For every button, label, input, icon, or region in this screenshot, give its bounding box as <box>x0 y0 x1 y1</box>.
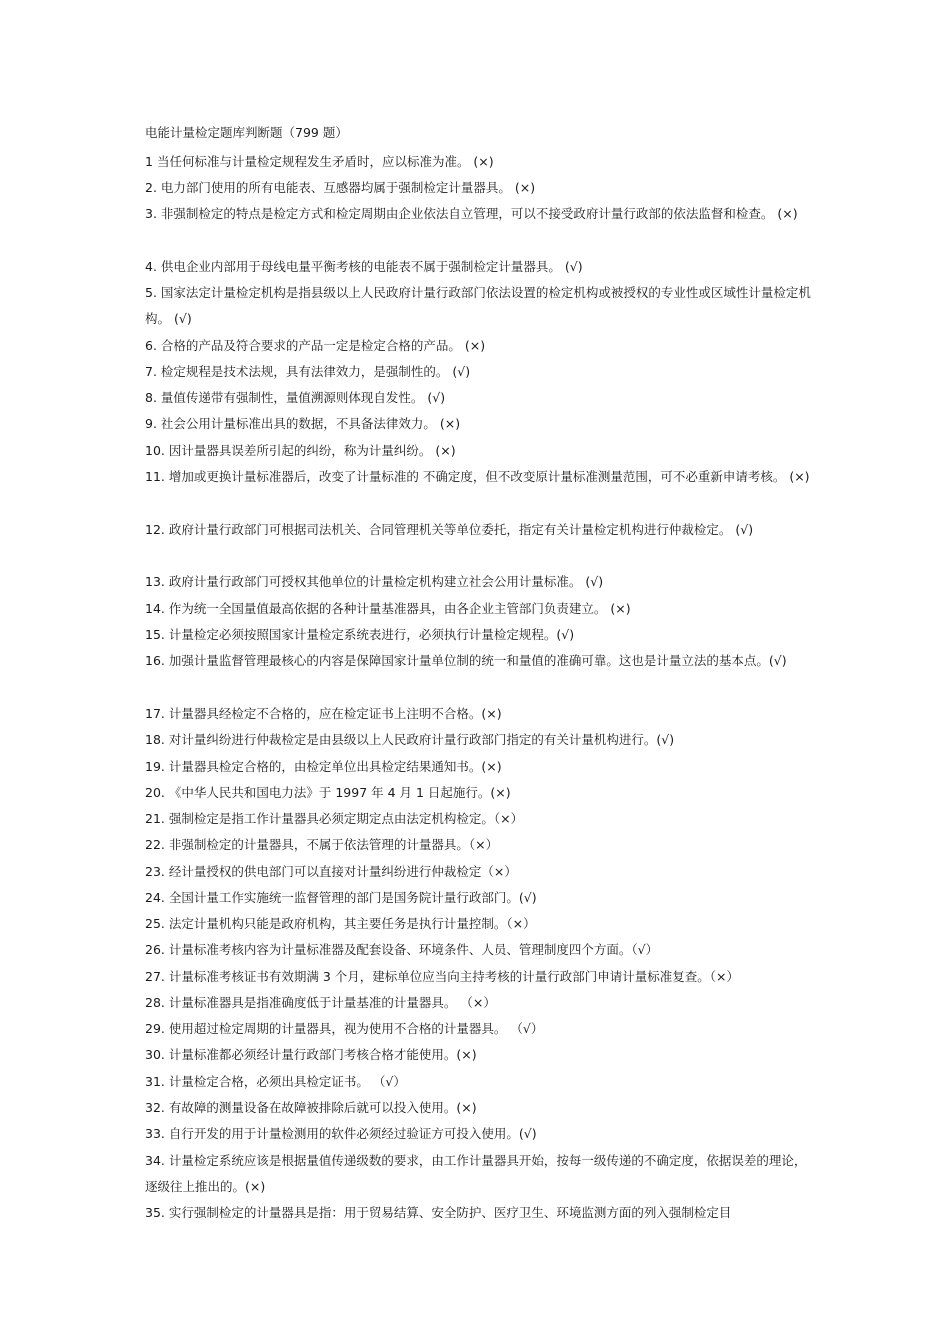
question-item <box>145 1095 813 1121</box>
question-text: 法定计量机构只能是政府机构，其主要任务是执行计量控制。（×） <box>168 916 536 931</box>
question-text: 增加或更换计量标准器后，改变了计量标准的 不确定度，但不改变原计量标准测量范围，可不必重新申请考核。 (×) <box>168 469 810 484</box>
question-item <box>145 806 813 832</box>
question-text: 计量标准器具是指准确度低于计量基准的计量器具。 （×） <box>168 995 496 1010</box>
question-item <box>145 885 813 911</box>
question-number: 31. <box>145 1074 165 1089</box>
question-number: 8. <box>145 390 157 405</box>
question-number: 16. <box>145 653 165 668</box>
question-item <box>145 780 813 806</box>
question-number: 13. <box>145 574 165 589</box>
question-item <box>145 280 813 332</box>
question-text: 计量标准都必须经计量行政部门考核合格才能使用。(×) <box>168 1047 477 1062</box>
question-text: 计量器具经检定不合格的，应在检定证书上注明不合格。(×) <box>168 706 502 721</box>
question-number: 25. <box>145 916 165 931</box>
question-number: 11. <box>145 469 165 484</box>
question-text: 经计量授权的供电部门可以直接对计量纠纷进行仲裁检定（×） <box>168 864 517 879</box>
question-item <box>145 385 813 411</box>
question-item <box>145 1121 813 1147</box>
question-text: 计量检定必须按照国家计量检定系统表进行，必须执行计量检定规程。(√) <box>168 627 575 642</box>
question-text: 非强制检定的计量器具，不属于依法管理的计量器具。（×） <box>168 837 499 852</box>
question-number: 26. <box>145 942 165 957</box>
question-text: 社会公用计量标准出具的数据，不具备法律效力。 (×) <box>160 416 461 431</box>
question-text: 合格的产品及符合要求的产品一定是检定合格的产品。 (×) <box>160 338 486 353</box>
question-number: 21. <box>145 811 165 826</box>
question-item <box>145 937 813 963</box>
question-number: 19. <box>145 759 165 774</box>
question-text: 电力部门使用的所有电能表、互感器均属于强制检定计量器具。 (×) <box>160 180 536 195</box>
question-number: 2. <box>145 180 157 195</box>
question-item <box>145 701 813 727</box>
question-item <box>145 333 813 359</box>
question-text: 计量检定系统应该是根据量值传递级数的要求，由工作计量器具开始，按每一级传递的不确定度，依据误差的理论，逐级往上推出的。(×) <box>145 1153 807 1194</box>
question-number: 17. <box>145 706 165 721</box>
question-item <box>145 622 813 648</box>
question-text: 计量器具检定合格的，由检定单位出具检定结果通知书。(×) <box>168 759 502 774</box>
question-number: 27. <box>145 969 165 984</box>
question-text: 非强制检定的特点是检定方式和检定周期由企业依法自立管理，可以不接受政府计量行政部的依法监督和检查。 (×) <box>160 206 798 221</box>
question-item <box>145 1200 813 1226</box>
question-number: 22. <box>145 837 165 852</box>
question-number: 9. <box>145 416 157 431</box>
question-text: 全国计量工作实施统一监督管理的部门是国务院计量行政部门。(√) <box>168 890 537 905</box>
question-item <box>145 411 813 437</box>
question-item <box>145 596 813 622</box>
question-item <box>145 359 813 385</box>
question-item <box>145 832 813 858</box>
question-text: 计量标准考核证书有效期满 3 个月，建标单位应当向主持考核的计量行政部门申请计量标准复查。（×） <box>168 969 740 984</box>
question-text: 《中华人民共和国电力法》于 1997 年 4 月 1 日起施行。(×) <box>168 785 511 800</box>
question-number: 18. <box>145 732 165 747</box>
question-number: 20. <box>145 785 165 800</box>
question-text: 对计量纠纷进行仲裁检定是由县级以上人民政府计量行政部门指定的有关计量机构进行。(√) <box>168 732 675 747</box>
question-item <box>145 727 813 753</box>
question-number: 7. <box>145 364 157 379</box>
question-text: 检定规程是技术法规，具有法律效力，是强制性的。 (√) <box>160 364 471 379</box>
question-number: 33. <box>145 1126 165 1141</box>
question-number: 30. <box>145 1047 165 1062</box>
question-text: 作为统一全国量值最高依据的各种计量基准器具，由各企业主管部门负责建立。 (×) <box>168 601 631 616</box>
question-text: 计量检定合格，必须出具检定证书。 （√） <box>168 1074 406 1089</box>
question-number: 24. <box>145 890 165 905</box>
question-number: 3. <box>145 206 157 221</box>
question-item <box>145 911 813 937</box>
question-text: 政府计量行政部门可授权其他单位的计量检定机构建立社会公用计量标准。 (√) <box>168 574 604 589</box>
question-number: 29. <box>145 1021 165 1036</box>
question-item <box>145 438 813 464</box>
question-number: 23. <box>145 864 165 879</box>
question-number: 12. <box>145 522 165 537</box>
question-text: 强制检定是指工作计量器具必须定期定点由法定机构检定。（×） <box>168 811 524 826</box>
question-text: 加强计量监督管理最核心的内容是保障国家计量单位制的统一和量值的准确可靠。这也是计量立法的基本点。(√) <box>168 653 787 668</box>
question-text: 计量标准考核内容为计量标准器及配套设备、环境条件、人员、管理制度四个方面。（√） <box>168 942 659 957</box>
question-number: 1 <box>145 154 153 169</box>
question-number: 32. <box>145 1100 165 1115</box>
question-item <box>145 859 813 885</box>
question-item <box>145 254 813 280</box>
question-text: 国家法定计量检定机构是指县级以上人民政府计量行政部门依法设置的检定机构或被授权的专业性或区域性计量检定机构。 (√) <box>145 285 811 326</box>
question-item <box>145 990 813 1016</box>
question-item <box>145 517 813 543</box>
document-title: 电能计量检定题库判断题（799 题） <box>145 125 348 140</box>
question-number: 4. <box>145 259 157 274</box>
question-text: 使用超过检定周期的计量器具，视为使用不合格的计量器具。 （√） <box>168 1021 544 1036</box>
question-text: 当任何标准与计量检定规程发生矛盾时，应以标准为准。 (×) <box>156 154 494 169</box>
question-item <box>145 648 813 674</box>
question-text: 有故障的测量设备在故障被排除后就可以投入使用。(×) <box>168 1100 477 1115</box>
question-item <box>145 201 813 227</box>
question-number: 14. <box>145 601 165 616</box>
question-text: 实行强制检定的计量器具是指：用于贸易结算、安全防护、医疗卫生、环境监测方面的列入强制检定目 <box>168 1205 732 1220</box>
question-number: 34. <box>145 1153 165 1168</box>
question-text: 自行开发的用于计量检测用的软件必须经过验证方可投入使用。(√) <box>168 1126 537 1141</box>
question-text: 量值传递带有强制性，量值溯源则体现自发性。 (√) <box>160 390 446 405</box>
question-item <box>145 175 813 201</box>
question-item <box>145 1148 813 1200</box>
question-item <box>145 1042 813 1068</box>
question-number: 6. <box>145 338 157 353</box>
question-number: 10. <box>145 443 165 458</box>
question-number: 15. <box>145 627 165 642</box>
question-number: 28. <box>145 995 165 1010</box>
question-text: 供电企业内部用于母线电量平衡考核的电能表不属于强制检定计量器具。 (√) <box>160 259 583 274</box>
question-number: 35. <box>145 1205 165 1220</box>
question-item <box>145 754 813 780</box>
question-item <box>145 1069 813 1095</box>
question-text: 政府计量行政部门可根据司法机关、合同管理机关等单位委托，指定有关计量检定机构进行仲裁检定。 (√) <box>168 522 754 537</box>
question-item <box>145 569 813 595</box>
question-item <box>145 1016 813 1042</box>
question-number: 5. <box>145 285 157 300</box>
question-item <box>145 464 813 490</box>
question-text: 因计量器具误差所引起的纠纷，称为计量纠纷。 (×) <box>168 443 456 458</box>
question-item <box>145 964 813 990</box>
question-item <box>145 149 813 175</box>
